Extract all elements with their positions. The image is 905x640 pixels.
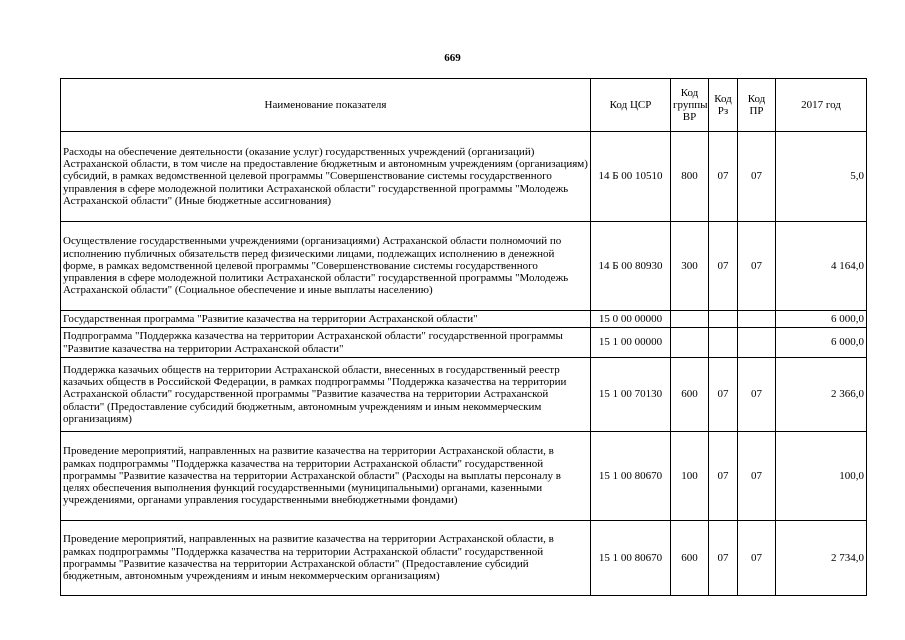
- row-rz: 07: [709, 132, 738, 222]
- budget-table: [60, 78, 867, 596]
- row-vr: 300: [671, 222, 709, 311]
- row-csr: 15 1 00 70130: [591, 358, 671, 432]
- table-row: [61, 521, 867, 596]
- row-rz: [709, 311, 738, 328]
- table-row: [61, 358, 867, 432]
- row-amount: 2 734,0: [776, 521, 867, 596]
- row-amount: 100,0: [776, 432, 867, 521]
- row-rz: 07: [709, 358, 738, 432]
- header-year: 2017 год: [776, 79, 867, 132]
- row-rz: 07: [709, 521, 738, 596]
- row-name: Подпрограмма "Поддержка казачества на территории Астраханской области" государственной программы "Развитие казачества на территории Астраханской области": [61, 328, 591, 358]
- row-rz: 07: [709, 432, 738, 521]
- table-row: [61, 328, 867, 358]
- row-vr: 600: [671, 521, 709, 596]
- row-name: Осуществление государственными учреждениями (организациями) Астраханской области полномочий по исполнению публичных обязательств перед физическими лицами, подлежащих исполнению в денежной форме, в рамках ведомственной целевой программы "Совершенствование системы государственного управления в сфере молодежной политики Астраханской области" государственной программы "Молодежь Астраханской области" (Социальное обеспечение и иные выплаты населению): [61, 222, 591, 311]
- row-csr: 15 1 00 80670: [591, 432, 671, 521]
- row-pr: 07: [738, 521, 776, 596]
- row-pr: 07: [738, 358, 776, 432]
- row-vr: 800: [671, 132, 709, 222]
- row-rz: [709, 328, 738, 358]
- row-csr: 15 1 00 80670: [591, 521, 671, 596]
- row-amount: 5,0: [776, 132, 867, 222]
- row-csr: 14 Б 00 80930: [591, 222, 671, 311]
- header-pr: Код ПР: [738, 79, 776, 132]
- row-name: Проведение мероприятий, направленных на развитие казачества на территории Астраханской области, в рамках подпрограммы "Поддержка казачества на территории Астраханской области" государственной программы "Развитие казачества на территории Астраханской области" (Предоставление субсидий бюджетным, автономным учреждениям и иным некоммерческим организациям): [61, 521, 591, 596]
- header-vr: Код группы ВР: [671, 79, 709, 132]
- row-vr: [671, 328, 709, 358]
- row-name: Расходы на обеспечение деятельности (оказание услуг) государственных учреждений (организаций) Астраханской области, в том числе на предоставление бюджетным и автономным учреждениям (организациям) субсидий, в рамках ведомственной целевой программы "Совершенствование системы государственного управления в сфере молодежной политики Астраханской области" государственной программы "Молодежь Астраханской области" (Иные бюджетные ассигнования): [61, 132, 591, 222]
- table-row: [61, 311, 867, 328]
- row-name: Проведение мероприятий, направленных на развитие казачества на территории Астраханской области, в рамках подпрограммы "Поддержка казачества на территории Астраханской области" государственной программы "Развитие казачества на территории Астраханской области" (Расходы на выплаты персоналу в целях обеспечения выполнения функций государственными (муниципальными) органами, казенными учреждениями, органами управления государственными внебюджетными фондами): [61, 432, 591, 521]
- row-vr: [671, 311, 709, 328]
- row-pr: 07: [738, 222, 776, 311]
- table-row: [61, 132, 867, 222]
- row-amount: 4 164,0: [776, 222, 867, 311]
- row-pr: 07: [738, 432, 776, 521]
- header-rz: Код Рз: [709, 79, 738, 132]
- row-pr: [738, 311, 776, 328]
- row-pr: [738, 328, 776, 358]
- header-name: Наименование показателя: [61, 79, 591, 132]
- row-amount: 2 366,0: [776, 358, 867, 432]
- header-csr: Код ЦСР: [591, 79, 671, 132]
- row-name: Государственная программа "Развитие казачества на территории Астраханской области": [61, 311, 591, 328]
- table-header-row: [61, 79, 867, 132]
- row-pr: 07: [738, 132, 776, 222]
- row-rz: 07: [709, 222, 738, 311]
- row-vr: 100: [671, 432, 709, 521]
- page-number: 669: [444, 52, 461, 64]
- row-csr: 14 Б 00 10510: [591, 132, 671, 222]
- row-vr: 600: [671, 358, 709, 432]
- table-row: [61, 432, 867, 521]
- table-row: [61, 222, 867, 311]
- row-amount: 6 000,0: [776, 311, 867, 328]
- row-csr: 15 0 00 00000: [591, 311, 671, 328]
- row-csr: 15 1 00 00000: [591, 328, 671, 358]
- row-name: Поддержка казачьих обществ на территории Астраханской области, внесенных в государственный реестр казачьих обществ в Российской Федерации, в рамках подпрограммы "Поддержка казачества на территории Астраханской области" государственной программы "Развитие казачества на территории Астраханской области" (Предоставление субсидий бюджетным, автономным учреждениям и иным некоммерческим организациям): [61, 358, 591, 432]
- row-amount: 6 000,0: [776, 328, 867, 358]
